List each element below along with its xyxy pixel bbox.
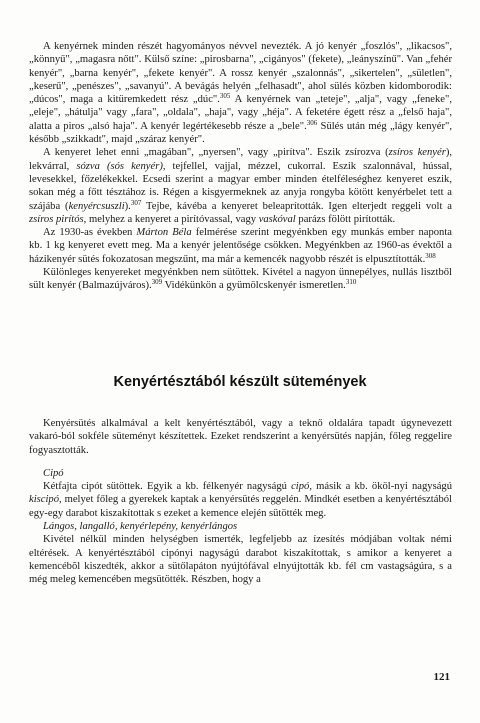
paragraph: A kenyeret lehet enni „magában", „nyersen", vagy „pirítva". Eszik zsírozva (zsíros kenyér), lekvárral, sózva (sós kenyér), tejfellel, vajjal, mézzel, cukorral. Eszik szalonnával, hússal, levesekkel, főzelékekkel. Ecsedi szerint a magyar ember minden ételféleséghez kenyeret eszik, sokan még a főtt tésztához is. Régen a kisgyermeknek az anyja rongyba kötött kenyérbelet tett a szájába (kenyércsuszli).$^{307}$ Tejbe, kávéba a kenyeret beleaprították. Igen elterjedt reggeli volt a zsíros pirítós, melyhez a kenyeret a pirítóvassal, vagy vaskóval parázs fölött pirították.	[29, 147, 453, 225]
paragraph: Kivétel nélkül minden helységben ismerték, legfeljebb az ízesítés módjában voltak némi eltérések. A kenyértésztából cipónyi nagyságú darabot kiszakítottak, s amikor a kenyeret a kemencébõl kiszedték, akkor a sütőlapáton nyújtófával elnyújtották kb. fél cm vastagságúra, s a még meleg kemencében megsütötték. Részben, hogy a	[29, 534, 452, 586]
footnote-ref: 308	[425, 251, 436, 260]
subsection-title: Cipó	[43, 467, 64, 479]
footnote-ref: 310	[345, 278, 357, 287]
body-text-top	[29, 40, 452, 293]
page-number: 121	[433, 671, 450, 683]
paragraph: Az 1930-as években Márton Béla felmérése szerint megyénkben egy munkás ember naponta kb. 1 kg kenyeret evett meg. Ma a kenyér jelentősége csökken. Megyénkben az 1960-as évektől a házikenyér sütés fokozatosan megszűnt, ma már a kemencék nagyobb részét is elpusztították.$^{308}$	[29, 227, 452, 265]
paragraph: Különleges kenyereket megyénkben nem sütöttek. Kivétel a nagyon ünnepélyes, nullás lisztből sült kenyér (Balmazújváros).$^{309}$ Vidékünkön a gyümölcskenyér ismeretlen.$^{310}$	[29, 267, 452, 292]
subsection-title: Lángos, langalló, kenyérlepény, kenyérlángos	[43, 521, 238, 533]
paragraph: A kenyérnek minden részét hagyományos névvel nevezték. A jó kenyér „foszlós", „likacsos", „könnyű", „magasra nőtt". Külső színe: „pirosbarna", „cigányos" (fekete), „leányszínű". Van „fehér kenyér", „barna kenyér", „fekete kenyér". A rossz kenyér „szalonnás", „sikertelen", „sületlen", „keserű", „penészes", „savanyú". A bevágás helyén „felhasadt", ahol sülés közben kidomborodik: „dúcos", maga a kitüremkedett rész „dúc".$^{305}$ A kenyérnek van „teteje", „alja", vagy „feneke", „eleje", „hátulja" vagy „fara", „oldala", „haja", vagy „héja". A feketére égett rész a „felső haja", alatta a piros „alsó haja". A kenyér legértékesebb része a „bele".$^{306}$ Sülés után még „lágy kenyér", később „szikkadt", majd „száraz kenyér".	[29, 41, 452, 146]
footnote-ref: 309	[151, 278, 163, 287]
paragraph: Kenyérsütés alkalmával a kelt kenyértésztából, vagy a teknő oldalára tapadt úgynevezett vakaró-ból sokféle süteményt készítettek. Ezeket rendszerint a kenyérsütés napján, főleg reggelire fogyasztották.	[29, 418, 452, 456]
body-text-bottom	[29, 417, 452, 587]
footnote-ref: 307	[130, 198, 142, 207]
footnote-ref: 305	[219, 92, 231, 101]
footnote-ref: 306	[306, 118, 318, 127]
paragraph: Kétfajta cipót sütöttek. Egyik a kb. félkenyér nagyságú cipó, másik a kb. ököl-nyi nagyságú kiscipó, melyet főleg a gyerekek kaptak a kenyérsütés reggelén. Mindkét esetben a kenyértésztából egy-egy darabot kiszakítottak s ezeket a kemence elején sütötték meg.	[29, 481, 452, 519]
section-heading: Kenyértésztából készült sütemények	[113, 374, 367, 390]
